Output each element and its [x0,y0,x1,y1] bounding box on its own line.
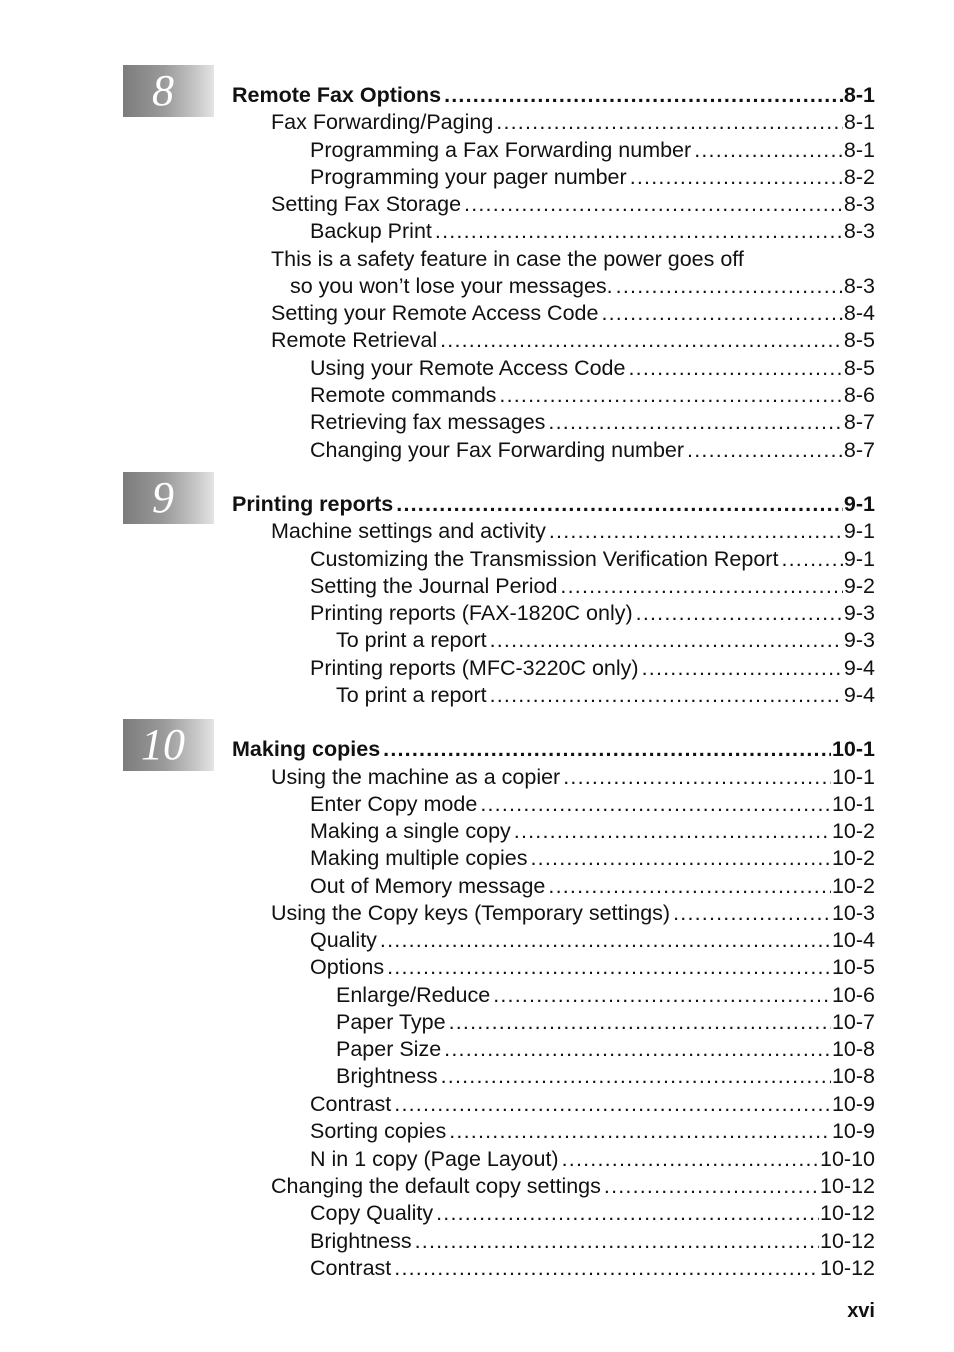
toc-title: Programming a Fax Forwarding number [310,138,692,162]
toc-title: Making copies [232,737,381,761]
toc-entry[interactable] [310,818,875,845]
toc-page: 10-8 [831,1064,875,1088]
dot-leader [562,1146,819,1173]
dot-leader [616,273,843,300]
dot-leader [514,818,831,845]
dot-leader [436,1200,819,1227]
toc-page: 10-3 [831,901,875,925]
toc-page: 10-9 [831,1092,875,1116]
toc-title: To print a report [336,628,487,652]
toc-page: 10-8 [831,1037,875,1061]
toc-title: Retrieving fax messages [310,410,546,434]
toc-page: 10-10 [820,1147,875,1171]
dot-leader [444,1036,831,1063]
dot-leader [496,109,843,136]
toc-entry[interactable] [310,437,875,464]
dot-leader [636,600,843,627]
dot-leader [396,491,843,518]
dot-leader [628,355,842,382]
toc-title: Making multiple copies [310,846,528,870]
toc-page: 10-2 [831,874,875,898]
dot-leader [549,518,843,545]
toc-title: Remote Fax Options [232,83,442,107]
toc-entry[interactable] [336,1036,875,1063]
toc-entry[interactable] [336,982,875,1009]
toc-entry[interactable] [271,764,875,791]
toc-entry[interactable] [336,627,875,654]
toc-title: Brightness [310,1229,412,1253]
dot-leader [464,191,843,218]
toc-page: 8-5 [843,356,875,380]
toc-page: 10-1 [831,737,875,761]
toc-title: Using the machine as a copier [271,765,561,789]
toc-entry[interactable] [310,927,875,954]
dot-leader [687,437,843,464]
chapter-number: 9 [152,473,174,522]
dot-leader [480,791,831,818]
toc-entry-line[interactable]: This is a safety feature in case the power goes off [271,247,744,271]
dot-leader [387,954,831,981]
toc-title: Using your Remote Access Code [310,356,626,380]
toc-entry[interactable] [310,355,875,382]
toc-entry[interactable] [336,1063,875,1090]
toc-entry[interactable] [310,873,875,900]
dot-leader [490,627,843,654]
dot-leader [642,655,843,682]
toc-title: Printing reports (FAX-1820C only) [310,601,633,625]
toc-page: 8-1 [843,83,875,107]
toc-page: 8-7 [843,438,875,462]
toc-page: 10-1 [831,765,875,789]
toc-entry[interactable] [310,954,875,981]
toc-entry[interactable] [310,409,875,436]
toc-title: Changing your Fax Forwarding number [310,438,685,462]
toc-page: 9-1 [843,519,875,543]
chapter-number: 8 [152,66,174,115]
dot-leader [630,164,843,191]
toc-title: Using the Copy keys (Temporary settings) [271,901,671,925]
toc-title: Backup Print [310,219,432,243]
toc-entry[interactable] [310,791,875,818]
toc-entry[interactable] [336,1009,875,1036]
toc-page: 8-7 [843,410,875,434]
toc-page: 10-2 [831,846,875,870]
toc-page: 8-1 [843,138,875,162]
toc-title: N in 1 copy (Page Layout) [310,1147,559,1171]
toc-entry[interactable] [290,273,875,300]
dot-leader [604,1173,819,1200]
toc-entry[interactable] [310,546,875,573]
toc-page: 10-12 [820,1256,875,1280]
dot-leader [493,982,831,1009]
toc-title: Brightness [336,1064,438,1088]
dot-leader [560,573,843,600]
dot-leader [563,764,831,791]
toc-page: 8-1 [843,110,875,134]
toc-page: 10-7 [831,1010,875,1034]
dot-leader [781,546,842,573]
chapter-number: 10 [141,720,185,769]
toc-entry[interactable] [271,518,875,545]
toc-entry[interactable] [232,736,875,763]
toc-page: 9-4 [843,683,875,707]
toc-page: 8-5 [843,328,875,352]
toc-title: Setting Fax Storage [271,192,462,216]
toc-entry[interactable] [310,655,875,682]
dot-leader [449,1118,831,1145]
toc-page: 8-3 [843,192,875,216]
toc-entry[interactable] [310,1255,875,1282]
toc-entry[interactable] [310,600,875,627]
toc-page: 8-3 [843,219,875,243]
toc-entry[interactable] [271,191,875,218]
dot-leader [490,682,843,709]
toc-title: Remote Retrieval [271,328,438,352]
toc-title: Enlarge/Reduce [336,983,491,1007]
toc-entry[interactable] [271,1173,875,1200]
toc-title: Paper Type [336,1010,446,1034]
dot-leader [441,1063,831,1090]
toc-entry[interactable] [310,573,875,600]
toc-entry[interactable] [271,900,875,927]
toc-title: Enter Copy mode [310,792,478,816]
page-number: xvi [847,1300,875,1322]
toc-title: To print a report [336,683,487,707]
toc-entry[interactable] [271,300,875,327]
toc-page: 10-12 [820,1201,875,1225]
toc-page: 10-12 [820,1174,875,1198]
toc-page: 10-12 [820,1229,875,1253]
toc-title: so you won’t lose your messages. [290,274,613,298]
toc-title: Making a single copy [310,819,511,843]
toc-page: 10-6 [831,983,875,1007]
toc-page: 9-2 [843,574,875,598]
chapter-tab [123,65,214,117]
toc-entry[interactable] [232,491,875,518]
dot-leader [444,82,843,109]
toc-entry[interactable] [310,164,875,191]
dot-leader [694,137,843,164]
dot-leader [435,218,843,245]
toc-title: Setting the Journal Period [310,574,558,598]
toc-title: Sorting copies [310,1119,447,1143]
toc-entry[interactable] [310,1146,875,1173]
chapter-tab [123,719,214,771]
toc-entry[interactable] [336,682,875,709]
toc-entry[interactable] [271,109,875,136]
toc-title: Copy Quality [310,1201,434,1225]
toc-entry[interactable] [310,845,875,872]
toc-title: Setting your Remote Access Code [271,301,599,325]
toc-title: Changing the default copy settings [271,1174,601,1198]
toc-title: Quality [310,928,377,952]
toc-title: Machine settings and activity [271,519,546,543]
toc-page: 8-2 [843,165,875,189]
dot-leader [415,1228,819,1255]
toc-entry[interactable] [310,137,875,164]
dot-leader [673,900,831,927]
dot-leader [548,873,831,900]
toc-page: 10-5 [831,955,875,979]
toc-page: 10-4 [831,928,875,952]
toc-page: 10-1 [831,792,875,816]
toc-entry[interactable] [310,382,875,409]
toc-entry[interactable] [232,82,875,109]
dot-leader [548,409,843,436]
toc-page: 8-3 [843,274,875,298]
toc-title: Remote commands [310,383,497,407]
toc-title: Contrast [310,1256,392,1280]
toc-entry[interactable] [310,1118,875,1145]
toc-title: Printing reports [232,492,394,516]
dot-leader [449,1009,831,1036]
toc-title: Options [310,955,385,979]
toc-page: 9-1 [843,492,875,516]
toc-page: 10-2 [831,819,875,843]
toc-title: Contrast [310,1092,392,1116]
dot-leader [601,300,842,327]
dot-leader [394,1091,831,1118]
toc-page: 9-1 [843,547,875,571]
toc-page: 8-4 [843,301,875,325]
toc-page: 9-3 [843,628,875,652]
chapter-tab [123,472,214,524]
toc-page: 9-3 [843,601,875,625]
toc-page: 9-4 [843,656,875,680]
dot-leader [380,927,831,954]
dot-leader [383,736,831,763]
toc-entry[interactable] [271,327,875,354]
dot-leader [440,327,843,354]
toc-title: Out of Memory message [310,874,546,898]
toc-title: Printing reports (MFC-3220C only) [310,656,639,680]
toc-page: 10-9 [831,1119,875,1143]
toc-title: Fax Forwarding/Paging [271,110,494,134]
dot-leader [531,845,831,872]
toc-page: 8-6 [843,383,875,407]
dot-leader [394,1255,819,1282]
toc-title: Customizing the Transmission Verification Report [310,547,779,571]
dot-leader [499,382,843,409]
toc-entry[interactable] [310,1228,875,1255]
toc-entry[interactable] [310,1091,875,1118]
toc-title: Programming your pager number [310,165,627,189]
toc-entry[interactable] [310,1200,875,1227]
toc-entry[interactable] [310,218,875,245]
toc-title: Paper Size [336,1037,442,1061]
